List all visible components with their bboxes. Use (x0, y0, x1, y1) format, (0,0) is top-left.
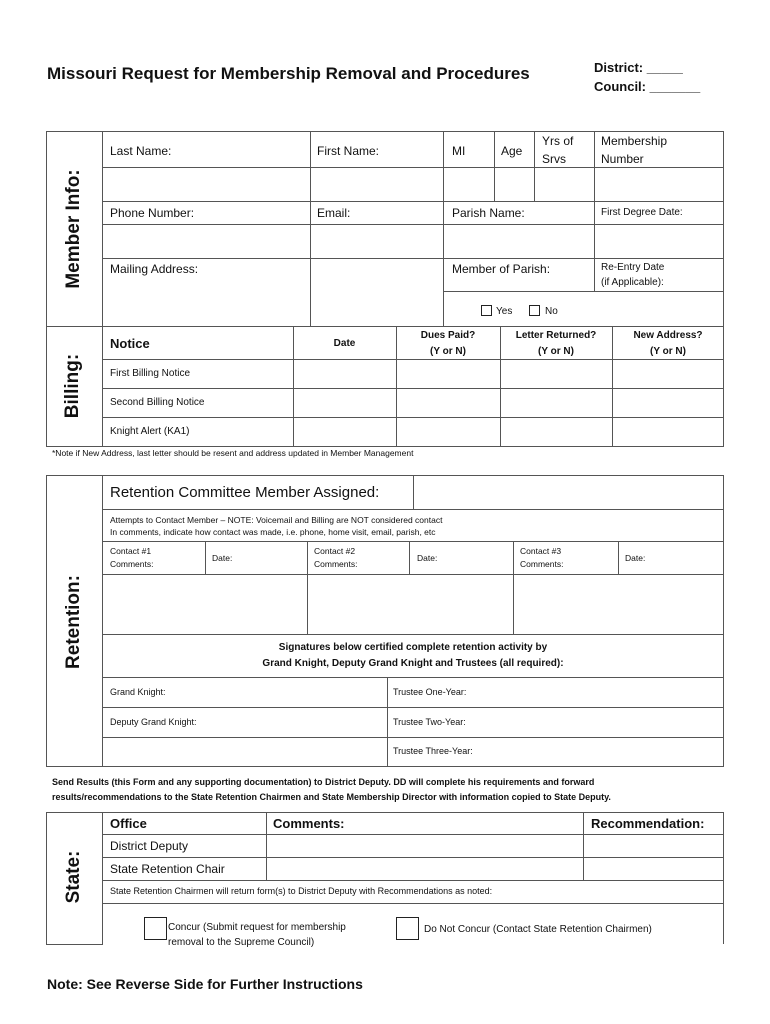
dues-yn: (Y or N) (430, 346, 466, 357)
number-label: Number (601, 152, 644, 166)
district-council (594, 58, 700, 96)
state-retention-chair-row: State Retention Chair (110, 862, 225, 876)
contact-1-label: Contact #1 (110, 546, 152, 556)
contact-1-date: Date: (212, 553, 233, 563)
first-degree-label: First Degree Date: (601, 207, 683, 218)
yrs-of-label: Yrs of (542, 134, 574, 148)
contact-3-date: Date: (625, 553, 646, 563)
srvs-label: Srvs (542, 152, 566, 166)
reentry-label: Re-Entry Date (601, 262, 665, 273)
send-results-2: results/recommendations to the State Retention Chairmen and State Membership Director with information copied to State Deputy. (52, 792, 611, 802)
signatures-note-2: Grand Knight, Deputy Grand Knight and Trustees (all required): (262, 658, 564, 669)
contact-1-comments: Comments: (110, 559, 154, 569)
billing-note: *Note if New Address, last letter should be resent and address updated in Member Management (52, 448, 414, 458)
new-address-header: New Address? (633, 330, 703, 341)
concur-label-2: removal to the Supreme Council) (168, 937, 315, 948)
trustee-one-label: Trustee One-Year: (393, 687, 467, 697)
billing-label: Billing: (62, 353, 83, 419)
yes-checkbox[interactable] (481, 305, 492, 316)
date-header: Date (333, 338, 356, 349)
trustee-two-label: Trustee Two-Year: (393, 717, 466, 727)
phone-label: Phone Number: (110, 206, 195, 220)
mailing-label: Mailing Address: (110, 262, 199, 276)
concur-label-1: Concur (Submit request for membership (168, 922, 346, 933)
address-yn: (Y or N) (650, 346, 686, 357)
email-label: Email: (317, 206, 351, 220)
billing-row-1: First Billing Notice (110, 368, 191, 379)
send-results-1: Send Results (this Form and any supporting documentation) to District Deputy. DD will complete his requirements and forward (52, 777, 595, 787)
district-field[interactable]: District: _____ (594, 60, 683, 75)
grand-knight-label: Grand Knight: (110, 687, 166, 697)
billing-row-3: Knight Alert (KA1) (110, 426, 190, 437)
membership-label: Membership (601, 134, 668, 148)
concur-checkbox[interactable] (144, 917, 167, 940)
not-concur-label: Do Not Concur (Contact State Retention Chairmen) (424, 924, 652, 935)
mi-label: MI (452, 144, 466, 158)
dues-paid-header: Dues Paid? (420, 330, 476, 341)
retention-label: Retention: (63, 575, 84, 669)
contact-3-comments: Comments: (520, 559, 564, 569)
contact-3-label: Contact #3 (520, 546, 562, 556)
attempts-note-2: In comments, indicate how contact was made, i.e. phone, home visit, email, parish, etc (110, 527, 436, 537)
office-header: Office (110, 816, 147, 831)
no-label: No (545, 306, 558, 317)
letter-yn: (Y or N) (538, 346, 574, 357)
contact-2-date: Date: (417, 553, 438, 563)
trustee-three-label: Trustee Three-Year: (393, 746, 473, 756)
signatures-note-1: Signatures below certified complete retention activity by (278, 642, 548, 653)
member-info-label: Member Info: (63, 169, 84, 289)
age-label: Age (501, 144, 523, 158)
attempts-note-1: Attempts to Contact Member – NOTE: Voicemail and Billing are NOT considered contact (110, 515, 443, 525)
state-label: State: (63, 850, 84, 904)
council-field[interactable]: Council: _______ (594, 79, 701, 94)
notice-header: Notice (110, 336, 150, 351)
return-note: State Retention Chairmen will return form(s) to District Deputy with Recommendations as noted: (110, 886, 493, 896)
member-of-parish-label: Member of Parish: (452, 262, 551, 276)
if-applicable-label: (if Applicable): (601, 277, 664, 288)
no-checkbox[interactable] (529, 305, 540, 316)
last-name-label: Last Name: (110, 144, 172, 158)
contact-2-label: Contact #2 (314, 546, 356, 556)
recommendation-header: Recommendation: (591, 816, 705, 831)
yes-label: Yes (496, 306, 513, 317)
page-title: Missouri Request for Membership Removal and Procedures (47, 64, 530, 83)
district-deputy-row: District Deputy (110, 839, 189, 853)
not-concur-checkbox[interactable] (396, 917, 419, 940)
first-name-label: First Name: (317, 144, 380, 158)
contact-2-comments: Comments: (314, 559, 358, 569)
comments-header: Comments: (273, 816, 345, 831)
footer-note: Note: See Reverse Side for Further Instructions (47, 976, 363, 992)
billing-row-2: Second Billing Notice (110, 397, 205, 408)
deputy-gk-label: Deputy Grand Knight: (110, 717, 197, 727)
committee-assigned-label: Retention Committee Member Assigned: (110, 484, 380, 501)
letter-returned-header: Letter Returned? (515, 330, 597, 341)
parish-name-label: Parish Name: (452, 206, 525, 220)
